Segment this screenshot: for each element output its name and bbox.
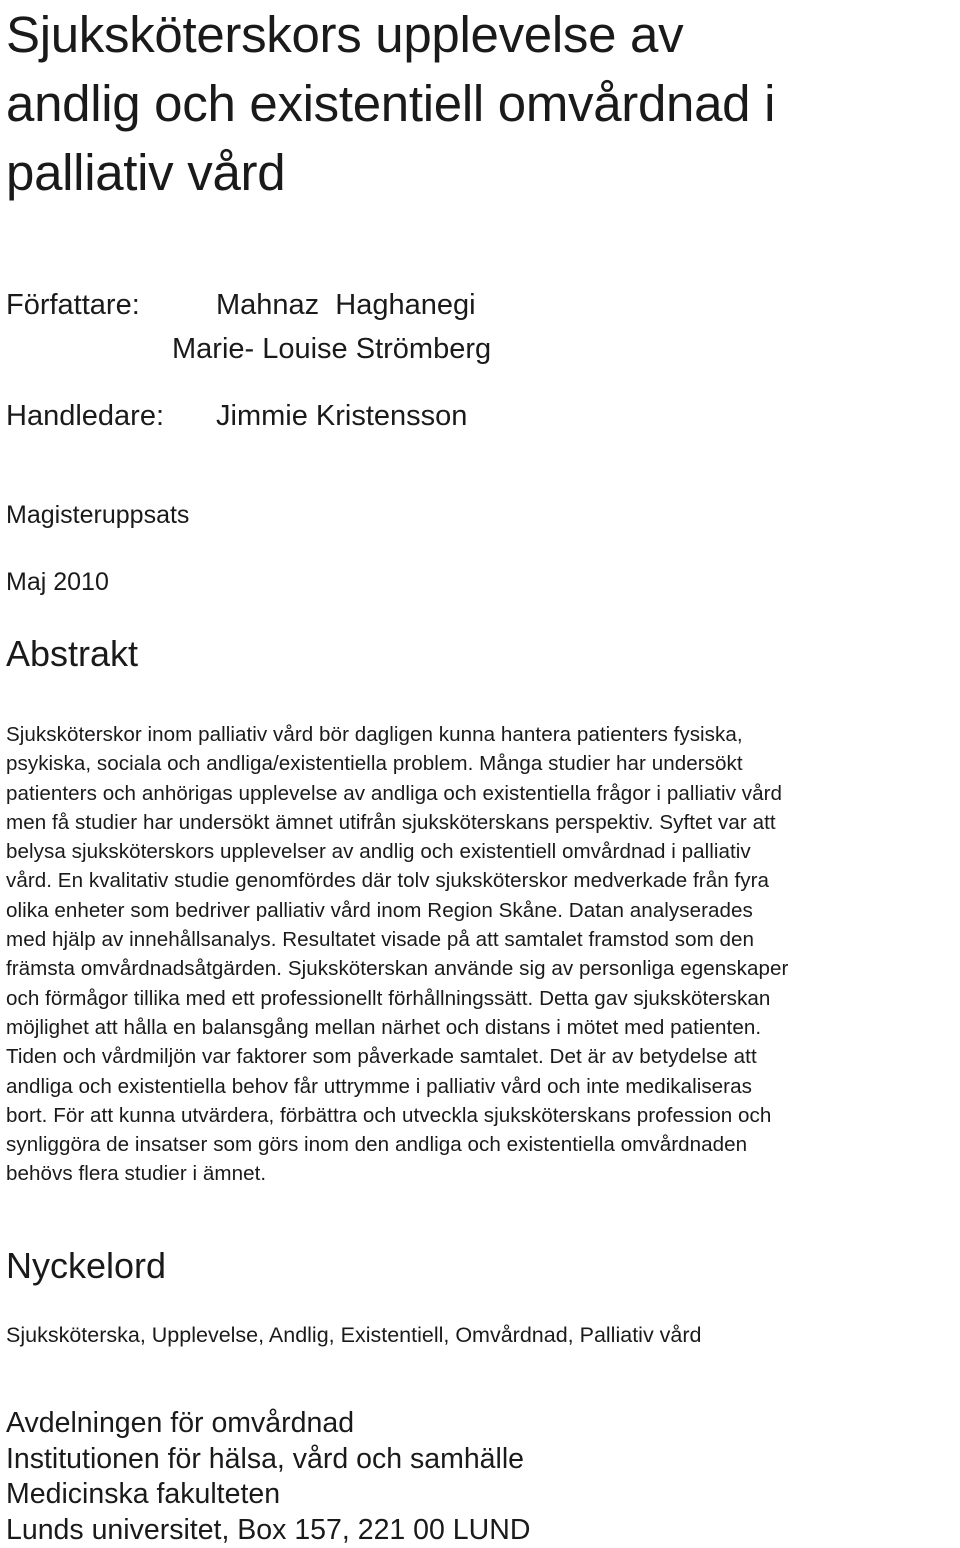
authors-label: Författare:: [6, 287, 140, 323]
supervisor-label: Handledare:: [6, 398, 164, 434]
affiliation-line: Avdelningen för omvårdnad: [6, 1406, 530, 1442]
abstract-line: med hjälp av innehållsanalys. Resultatet visade på att samtalet framstod som den: [6, 925, 960, 954]
affiliation-block: [6, 1406, 530, 1548]
abstract-heading: Abstrakt: [6, 632, 138, 676]
abstract-line: behövs flera studier i ämnet.: [6, 1159, 960, 1188]
abstract-line: Tiden och vårdmiljön var faktorer som påverkade samtalet. Det är av betydelse att: [6, 1042, 960, 1071]
abstract-text: [6, 720, 960, 1189]
abstract-line: möjlighet att hålla en balansgång mellan närhet och distans i mötet med patienten.: [6, 1013, 960, 1042]
title-line: Sjuksköterskors upplevelse av: [6, 0, 956, 69]
abstract-line: bort. För att kunna utvärdera, förbättra och utveckla sjuksköterskans profession och: [6, 1101, 960, 1130]
abstract-line: främsta omvårdnadsåtgärden. Sjuksköterskan använde sig av personliga egenskaper: [6, 954, 960, 983]
abstract-line: psykiska, sociala och andliga/existentiella problem. Många studier har undersökt: [6, 749, 960, 778]
abstract-line: vård. En kvalitativ studie genomfördes där tolv sjuksköterskor medverkade från fyra: [6, 866, 960, 895]
abstract-line: belysa sjuksköterskors upplevelser av andlig och existentiell omvårdnad i palliativ: [6, 837, 960, 866]
abstract-line: olika enheter som bedriver palliativ vård inom Region Skåne. Datan analyserades: [6, 896, 960, 925]
abstract-line: synliggöra de insatser som görs inom den andliga och existentiella omvårdnaden: [6, 1130, 960, 1159]
author-name: Mahnaz Haghanegi: [216, 287, 476, 323]
keywords-text: Sjuksköterska, Upplevelse, Andlig, Existentiell, Omvårdnad, Palliativ vård: [6, 1320, 702, 1350]
thesis-type: Magisteruppsats: [6, 499, 189, 531]
abstract-line: och förmågor tillika med ett professionellt förhållningssätt. Detta gav sjuksköterskan: [6, 984, 960, 1013]
author-name: Marie- Louise Strömberg: [172, 331, 491, 367]
affiliation-line: Lunds universitet, Box 157, 221 00 LUND: [6, 1513, 530, 1548]
title-line: andlig och existentiell omvårdnad i: [6, 69, 956, 138]
abstract-line: men få studier har undersökt ämnet utifrån sjuksköterskans perspektiv. Syftet var att: [6, 808, 960, 837]
abstract-line: Sjuksköterskor inom palliativ vård bör dagligen kunna hantera patienters fysiska,: [6, 720, 960, 749]
thesis-date: Maj 2010: [6, 566, 109, 598]
keywords-heading: Nyckelord: [6, 1244, 166, 1288]
document-title: [6, 0, 956, 207]
abstract-line: andliga och existentiella behov får uttrymme i palliativ vård och inte medikaliseras: [6, 1072, 960, 1101]
affiliation-line: Institutionen för hälsa, vård och samhälle: [6, 1442, 530, 1478]
affiliation-line: Medicinska fakulteten: [6, 1477, 530, 1513]
abstract-line: patienters och anhörigas upplevelse av andliga och existentiella frågor i palliativ vård: [6, 779, 960, 808]
supervisor-name: Jimmie Kristensson: [216, 398, 467, 434]
title-line: palliativ vård: [6, 138, 956, 207]
